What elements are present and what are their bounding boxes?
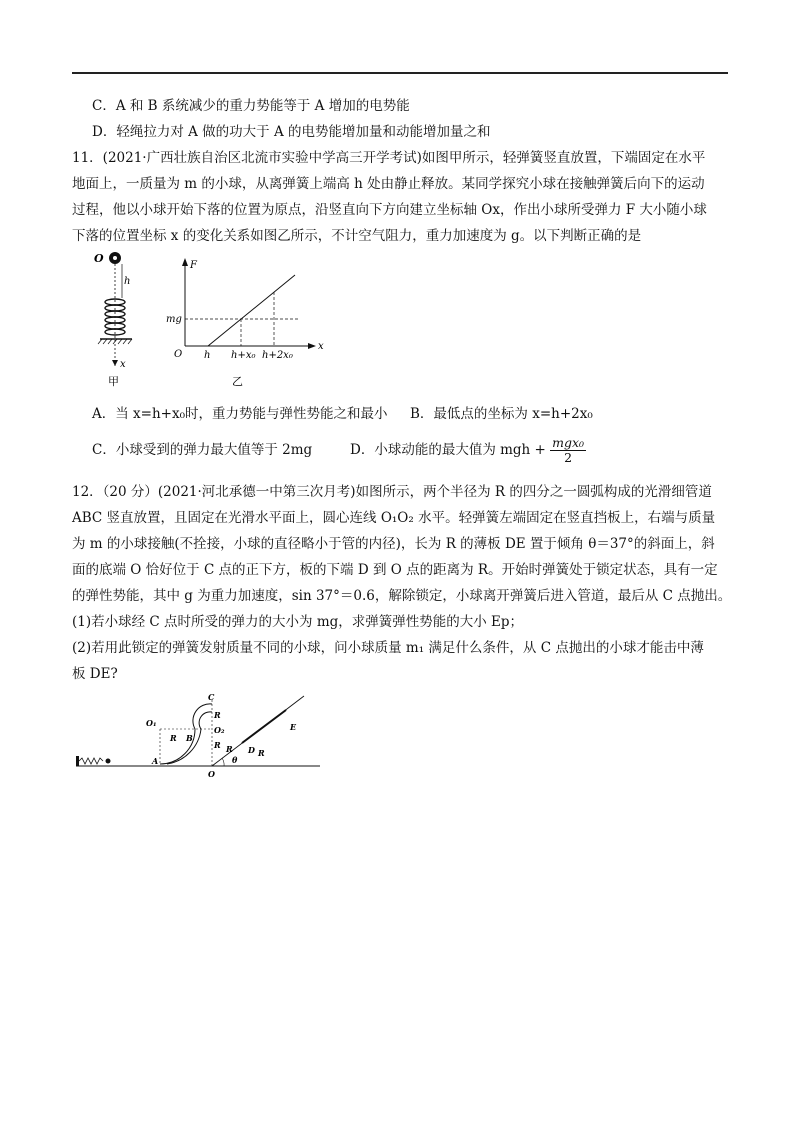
label-x: x bbox=[120, 359, 126, 370]
label-D: D bbox=[248, 745, 255, 755]
x-axis-arrow-icon bbox=[308, 343, 316, 349]
label-O2: O₂ bbox=[214, 725, 225, 735]
ball-icon bbox=[106, 759, 111, 764]
label-yi: 乙 bbox=[232, 375, 243, 388]
label-E: E bbox=[290, 722, 297, 732]
spring-diagram bbox=[94, 252, 132, 388]
label-R-mid: R bbox=[214, 740, 221, 750]
label-O: O bbox=[94, 252, 104, 265]
label-h: h bbox=[124, 276, 131, 287]
label-C: C bbox=[208, 694, 215, 702]
force-line bbox=[208, 275, 295, 346]
q11-figure bbox=[90, 250, 330, 390]
label-R-incline: R bbox=[226, 744, 233, 754]
q11-text-line4: 下落的位置坐标 x 的变化关系如图乙所示，不计空气阻力，重力加速度为 g。以下判断正确的是 bbox=[72, 228, 642, 244]
q11-text-line2: 地面上，一质量为 m 的小球，从离弹簧上端高 h 处由静止释放。某同学探究小球在接触弹簧后向下的运动 bbox=[72, 176, 705, 192]
fraction-denominator: 2 bbox=[564, 450, 573, 465]
label-R-upper: R bbox=[214, 710, 221, 720]
axis-label-x: x bbox=[318, 341, 324, 352]
label-O: O bbox=[208, 769, 215, 779]
fraction bbox=[550, 436, 586, 465]
q11-option-d bbox=[350, 434, 586, 466]
label-R-left: R bbox=[170, 733, 177, 743]
arrow-down-icon bbox=[112, 360, 118, 366]
label-B: B bbox=[186, 733, 193, 743]
wall-block bbox=[76, 756, 79, 766]
label-theta: θ bbox=[232, 755, 238, 765]
axis-label-F: F bbox=[190, 260, 197, 271]
q12-subquestion-2-line1: (2)若用此锁定的弹簧发射质量不同的小球，问小球质量 m₁ 满足什么条件，从 C 点抛出的小球才能击中薄 bbox=[72, 640, 704, 656]
q12-text-line2: ABC 竖直放置，且固定在光滑水平面上，圆心连线 O₁O₂ 水平。轻弹簧左端固定在竖直挡板上，右端与质量 bbox=[72, 510, 716, 526]
origin-label: O bbox=[174, 349, 183, 360]
q11-option-a: A．当 x=h+x₀时，重力势能与弹性势能之和最小 bbox=[92, 406, 388, 422]
q11-text-line3: 过程，他以小球开始下落的位置为原点，沿竖直向下方向建立坐标轴 Ox，作出小球所受弹力 F 大小随小球 bbox=[72, 202, 707, 218]
tick-h-x0: h+x₀ bbox=[231, 350, 256, 361]
tick-h-2x0: h+2x₀ bbox=[262, 350, 293, 361]
q11-option-d-prefix: D．小球动能的最大值为 mgh + bbox=[350, 442, 546, 458]
force-graph bbox=[166, 258, 324, 388]
label-R-board: R bbox=[258, 748, 265, 758]
q11-option-b: B．最低点的坐标为 x=h+2x₀ bbox=[410, 406, 593, 422]
top-rule bbox=[72, 72, 728, 74]
q11-option-c: C．小球受到的弹力最大值等于 2mg bbox=[92, 442, 313, 458]
label-A: A bbox=[152, 756, 159, 766]
q12-text-line5: 的弹性势能，其中 g 为重力加速度，sin 37°＝0.6，解除锁定，小球离开弹簧后进入管道，最后从 C 点抛出。 bbox=[72, 588, 732, 604]
q10-option-d: D．轻绳拉力对 A 做的功大于 A 的电势能增加量和动能增加量之和 bbox=[92, 124, 491, 140]
q10-option-c: C．A 和 B 系统减少的重力势能等于 A 增加的电势能 bbox=[92, 98, 410, 114]
fraction-numerator: mgx₀ bbox=[552, 435, 585, 450]
q12-text-line4: 面的底端 O 恰好位于 C 点的正下方，板的下端 D 到 O 点的距离为 R。开始时弹簧处于锁定状态，具有一定 bbox=[72, 562, 718, 578]
q12-subquestion-2-line2: 板 DE? bbox=[72, 666, 118, 682]
q12-figure bbox=[72, 694, 332, 780]
spring-coils bbox=[105, 299, 125, 335]
tick-mg: mg bbox=[166, 314, 182, 325]
spring-icon bbox=[79, 758, 103, 764]
q11-text-line1: 11．(2021·广西壮族自治区北流市实验中学高三开学考试)如图甲所示，轻弹簧竖直放置，下端固定在水平 bbox=[72, 150, 706, 166]
tick-h: h bbox=[204, 350, 211, 361]
label-jia: 甲 bbox=[108, 375, 119, 388]
label-O1: O₁ bbox=[146, 718, 157, 728]
q12-subquestion-1: (1)若小球经 C 点时所受的弹力的大小为 mg，求弹簧弹性势能的大小 Ep； bbox=[72, 614, 524, 630]
y-axis-arrow-icon bbox=[182, 258, 188, 266]
board-DE bbox=[242, 710, 286, 743]
q12-text-line1: 12．（20 分）(2021·河北承德一中第三次月考)如图所示，两个半径为 R 的四分之一圆弧构成的光滑细管道 bbox=[72, 484, 712, 500]
q12-text-line3: 为 m 的小球接触(不拴接，小球的直径略小于管的内径)，长为 R 的薄板 DE 置于倾角 θ＝37°的斜面上，斜 bbox=[72, 536, 715, 552]
